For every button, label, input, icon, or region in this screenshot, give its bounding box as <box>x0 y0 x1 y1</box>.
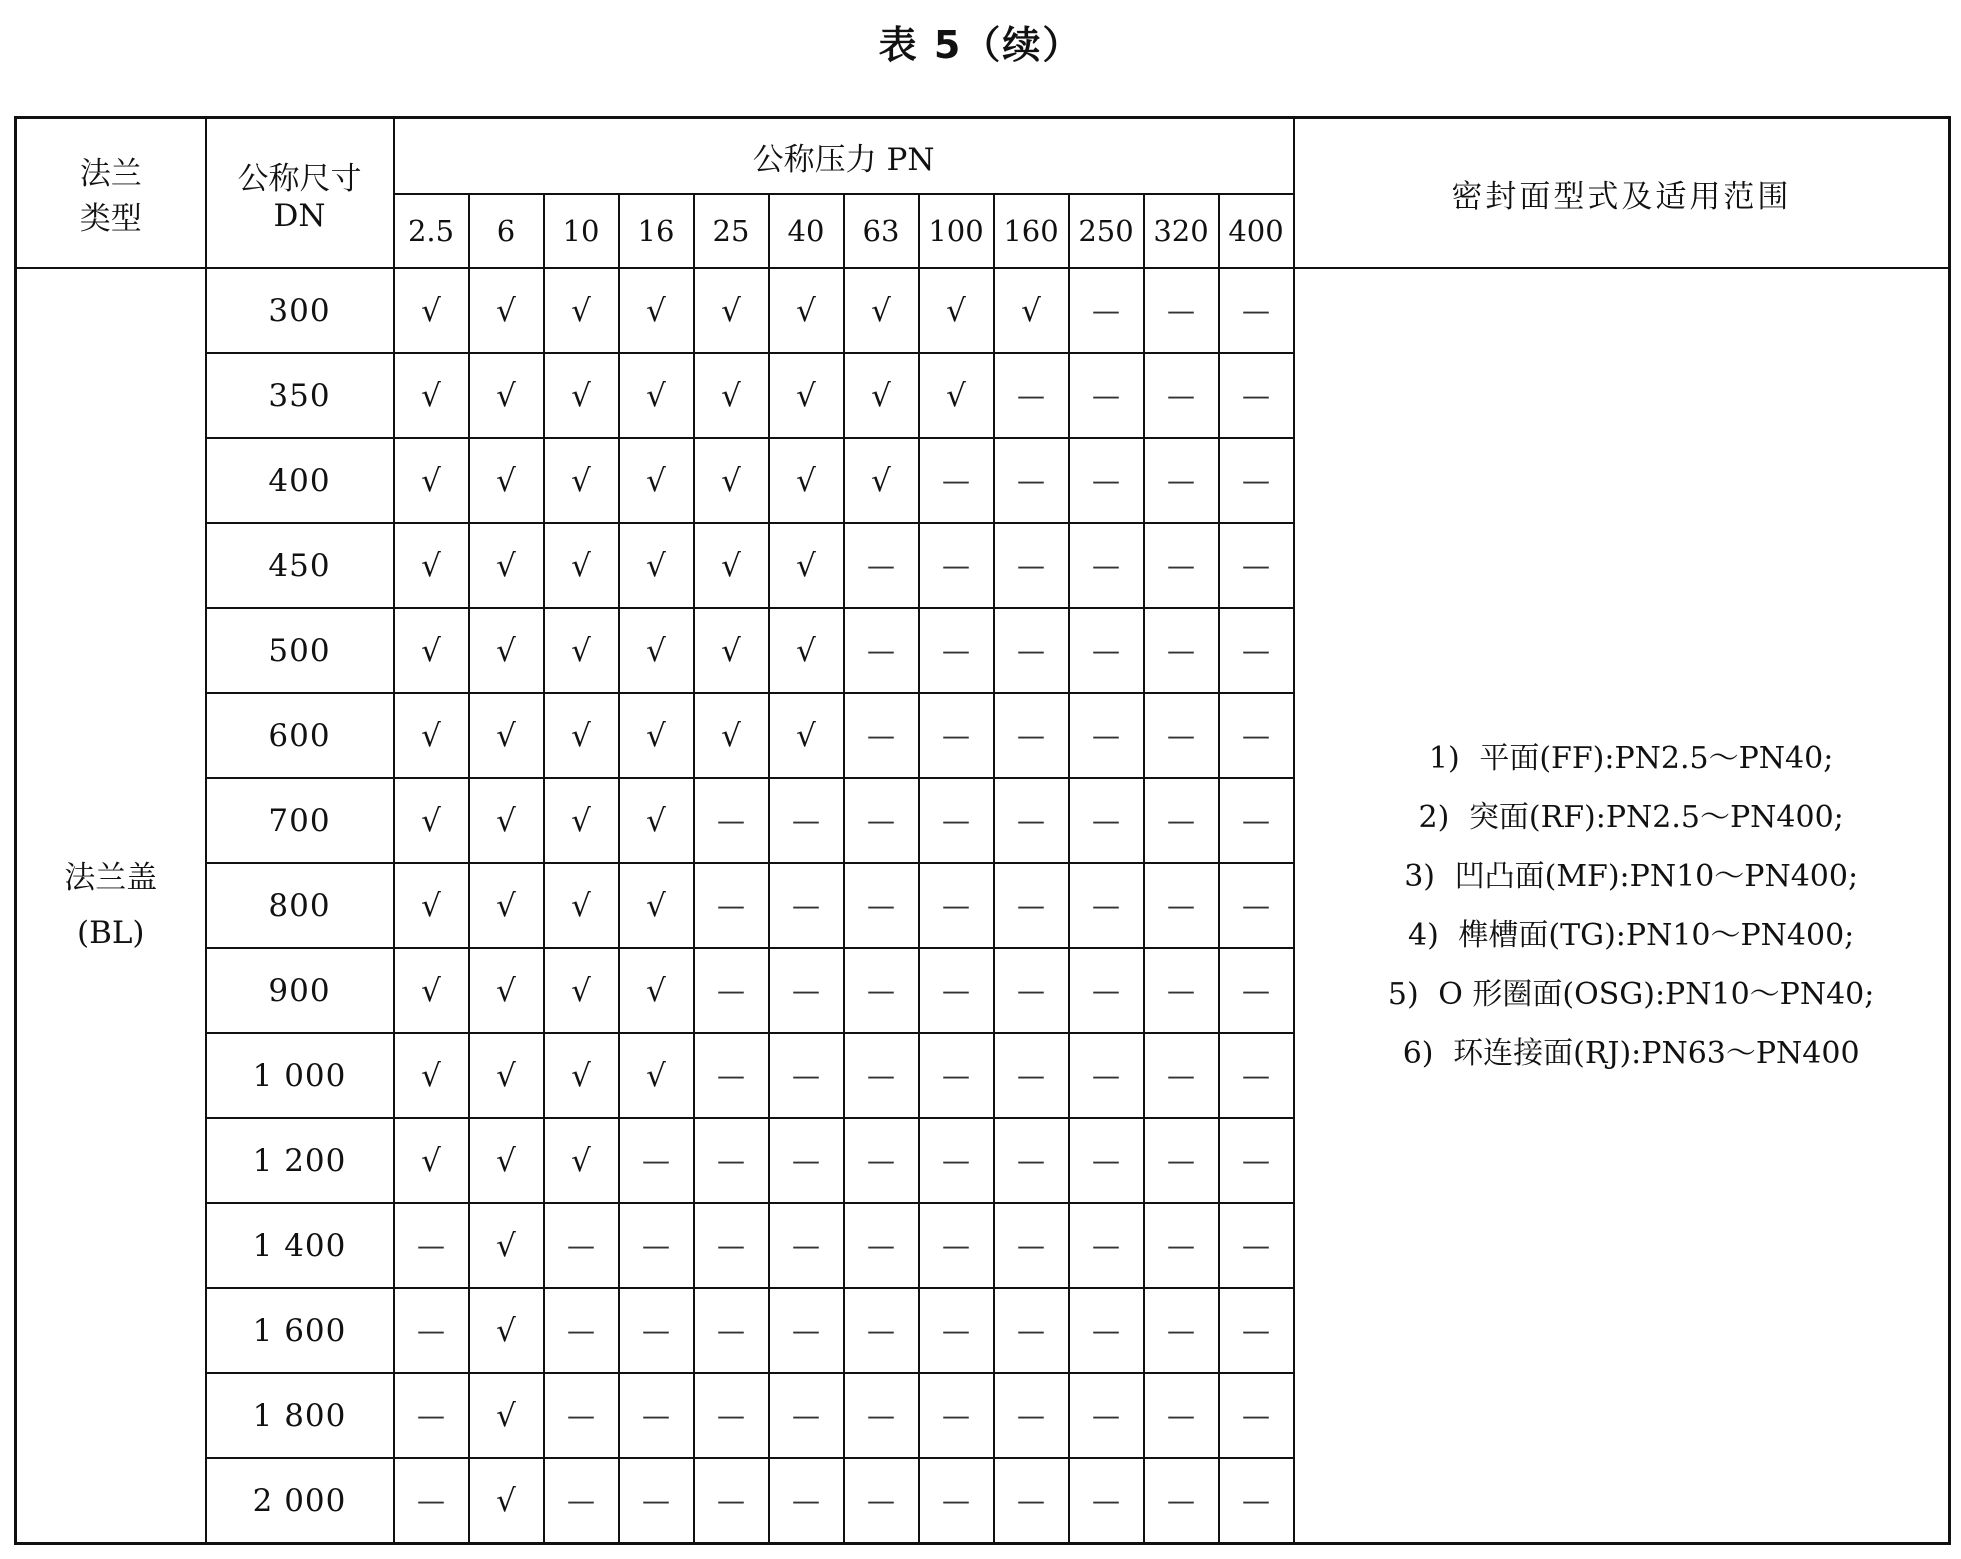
dn-cell: 400 <box>206 438 394 523</box>
not-applicable-mark: — <box>1219 268 1294 353</box>
not-applicable-mark: — <box>1144 608 1219 693</box>
not-applicable-mark: — <box>994 1373 1069 1458</box>
applicable-mark: √ <box>769 353 844 438</box>
not-applicable-mark: — <box>1219 353 1294 438</box>
applicable-mark: √ <box>694 693 769 778</box>
applicable-mark: √ <box>694 523 769 608</box>
not-applicable-mark: — <box>544 1373 619 1458</box>
not-applicable-mark: — <box>1144 863 1219 948</box>
applicable-mark: √ <box>394 693 469 778</box>
applicable-mark: √ <box>769 693 844 778</box>
not-applicable-mark: — <box>769 1458 844 1544</box>
not-applicable-mark: — <box>919 1288 994 1373</box>
applicable-mark: √ <box>769 268 844 353</box>
not-applicable-mark: — <box>844 523 919 608</box>
sealing-face-number: 1) <box>1428 740 1460 776</box>
sealing-face-item <box>1295 729 1949 788</box>
header-flange-type <box>16 118 206 269</box>
not-applicable-mark: — <box>994 1118 1069 1203</box>
not-applicable-mark: — <box>1219 1373 1294 1458</box>
applicable-mark: √ <box>619 948 694 1033</box>
applicable-mark: √ <box>619 693 694 778</box>
pn-header-cell: 6 <box>469 194 544 268</box>
not-applicable-mark: — <box>1219 608 1294 693</box>
sealing-face-text: O 形圈面(OSG):PN10～PN40; <box>1438 976 1875 1012</box>
dn-cell: 1 600 <box>206 1288 394 1373</box>
applicable-mark: √ <box>544 1118 619 1203</box>
applicable-mark: √ <box>469 353 544 438</box>
applicable-mark: √ <box>394 523 469 608</box>
dn-cell: 500 <box>206 608 394 693</box>
applicable-mark: √ <box>469 1288 544 1373</box>
dn-cell: 1 400 <box>206 1203 394 1288</box>
not-applicable-mark: — <box>619 1458 694 1544</box>
applicable-mark: √ <box>544 778 619 863</box>
applicable-mark: √ <box>394 948 469 1033</box>
applicable-mark: √ <box>394 268 469 353</box>
applicable-mark: √ <box>544 608 619 693</box>
header-nominal-size-line1: 公称尺寸 <box>237 160 362 197</box>
not-applicable-mark: — <box>1069 863 1144 948</box>
not-applicable-mark: — <box>844 1033 919 1118</box>
dn-cell: 800 <box>206 863 394 948</box>
pn-header-cell: 400 <box>1219 194 1294 268</box>
not-applicable-mark: — <box>1144 353 1219 438</box>
applicable-mark: √ <box>844 268 919 353</box>
table-body <box>16 268 1950 1544</box>
not-applicable-mark: — <box>919 1203 994 1288</box>
applicable-mark: √ <box>469 438 544 523</box>
not-applicable-mark: — <box>769 778 844 863</box>
dn-cell: 450 <box>206 523 394 608</box>
not-applicable-mark: — <box>994 693 1069 778</box>
pn-header-cell: 320 <box>1144 194 1219 268</box>
not-applicable-mark: — <box>1144 1203 1219 1288</box>
applicable-mark: √ <box>769 608 844 693</box>
not-applicable-mark: — <box>919 1373 994 1458</box>
applicable-mark: √ <box>469 693 544 778</box>
not-applicable-mark: — <box>1219 863 1294 948</box>
not-applicable-mark: — <box>1144 438 1219 523</box>
not-applicable-mark: — <box>1069 523 1144 608</box>
applicable-mark: √ <box>544 693 619 778</box>
not-applicable-mark: — <box>844 1203 919 1288</box>
applicable-mark: √ <box>469 523 544 608</box>
not-applicable-mark: — <box>844 1373 919 1458</box>
not-applicable-mark: — <box>844 1288 919 1373</box>
not-applicable-mark: — <box>1069 1118 1144 1203</box>
pn-header-cell: 100 <box>919 194 994 268</box>
not-applicable-mark: — <box>1144 1373 1219 1458</box>
not-applicable-mark: — <box>1069 693 1144 778</box>
applicable-mark: √ <box>469 948 544 1033</box>
not-applicable-mark: — <box>544 1203 619 1288</box>
sealing-face-number: 4) <box>1407 917 1439 953</box>
not-applicable-mark: — <box>694 1203 769 1288</box>
not-applicable-mark: — <box>1069 268 1144 353</box>
sealing-face-item <box>1295 906 1949 965</box>
applicable-mark: √ <box>844 353 919 438</box>
pn-header-cell: 2.5 <box>394 194 469 268</box>
applicable-mark: √ <box>469 268 544 353</box>
dn-cell: 700 <box>206 778 394 863</box>
sealing-face-number: 6) <box>1402 1035 1434 1071</box>
applicable-mark: √ <box>394 1118 469 1203</box>
not-applicable-mark: — <box>1144 1033 1219 1118</box>
not-applicable-mark: — <box>1219 1203 1294 1288</box>
not-applicable-mark: — <box>1069 1203 1144 1288</box>
not-applicable-mark: — <box>919 1458 994 1544</box>
applicable-mark: √ <box>769 438 844 523</box>
applicable-mark: √ <box>919 268 994 353</box>
not-applicable-mark: — <box>844 693 919 778</box>
applicable-mark: √ <box>394 608 469 693</box>
applicable-mark: √ <box>619 863 694 948</box>
not-applicable-mark: — <box>1144 523 1219 608</box>
sealing-face-item <box>1295 1024 1949 1083</box>
applicable-mark: √ <box>619 353 694 438</box>
not-applicable-mark: — <box>919 1033 994 1118</box>
not-applicable-mark: — <box>1144 693 1219 778</box>
not-applicable-mark: — <box>1219 438 1294 523</box>
not-applicable-mark: — <box>1069 608 1144 693</box>
not-applicable-mark: — <box>769 948 844 1033</box>
dn-cell: 350 <box>206 353 394 438</box>
not-applicable-mark: — <box>1069 438 1144 523</box>
flange-type-name: 法兰盖 <box>64 860 158 897</box>
sealing-face-number: 3) <box>1404 858 1435 894</box>
not-applicable-mark: — <box>619 1373 694 1458</box>
not-applicable-mark: — <box>1069 1033 1144 1118</box>
not-applicable-mark: — <box>1219 948 1294 1033</box>
applicable-mark: √ <box>469 778 544 863</box>
sealing-face-number: 2) <box>1418 799 1450 835</box>
sealing-face-text: 凹凸面(MF):PN10～PN400; <box>1454 858 1859 894</box>
applicable-mark: √ <box>694 268 769 353</box>
not-applicable-mark: — <box>994 438 1069 523</box>
applicable-mark: √ <box>469 608 544 693</box>
not-applicable-mark: — <box>1069 1288 1144 1373</box>
not-applicable-mark: — <box>1144 1288 1219 1373</box>
applicable-mark: √ <box>694 353 769 438</box>
not-applicable-mark: — <box>994 1203 1069 1288</box>
not-applicable-mark: — <box>394 1458 469 1544</box>
not-applicable-mark: — <box>1144 1118 1219 1203</box>
header-flange-type-line2: 类型 <box>79 201 142 237</box>
applicable-mark: √ <box>544 523 619 608</box>
not-applicable-mark: — <box>919 523 994 608</box>
sealing-face-item <box>1295 965 1949 1024</box>
applicable-mark: √ <box>544 948 619 1033</box>
not-applicable-mark: — <box>619 1288 694 1373</box>
not-applicable-mark: — <box>394 1373 469 1458</box>
not-applicable-mark: — <box>544 1458 619 1544</box>
applicable-mark: √ <box>619 438 694 523</box>
not-applicable-mark: — <box>994 1458 1069 1544</box>
applicable-mark: √ <box>769 523 844 608</box>
not-applicable-mark: — <box>769 1033 844 1118</box>
applicable-mark: √ <box>544 438 619 523</box>
applicable-mark: √ <box>469 1033 544 1118</box>
flange-type-code: (BL) <box>76 914 145 951</box>
not-applicable-mark: — <box>1219 1033 1294 1118</box>
applicable-mark: √ <box>469 1458 544 1544</box>
not-applicable-mark: — <box>1219 523 1294 608</box>
not-applicable-mark: — <box>694 1288 769 1373</box>
header-sealing-face: 密封面型式及适用范围 <box>1294 118 1950 269</box>
applicable-mark: √ <box>469 1373 544 1458</box>
dn-cell: 2 000 <box>206 1458 394 1544</box>
not-applicable-mark: — <box>1144 778 1219 863</box>
applicable-mark: √ <box>544 863 619 948</box>
applicable-mark: √ <box>394 1033 469 1118</box>
not-applicable-mark: — <box>769 1203 844 1288</box>
applicable-mark: √ <box>469 1118 544 1203</box>
pn-header-cell: 16 <box>619 194 694 268</box>
not-applicable-mark: — <box>769 1288 844 1373</box>
not-applicable-mark: — <box>1144 1458 1219 1544</box>
applicable-mark: √ <box>619 523 694 608</box>
table-row <box>16 268 1950 353</box>
applicable-mark: √ <box>544 353 619 438</box>
not-applicable-mark: — <box>1144 268 1219 353</box>
pn-header-cell: 40 <box>769 194 844 268</box>
pn-header-cell: 160 <box>994 194 1069 268</box>
pn-header-cell: 10 <box>544 194 619 268</box>
header-flange-type-line1: 法兰 <box>79 156 142 192</box>
not-applicable-mark: — <box>694 948 769 1033</box>
applicable-mark: √ <box>394 778 469 863</box>
applicable-mark: √ <box>694 608 769 693</box>
not-applicable-mark: — <box>994 863 1069 948</box>
sealing-face-text: 环连接面(RJ):PN63～PN400 <box>1453 1035 1860 1071</box>
not-applicable-mark: — <box>844 948 919 1033</box>
not-applicable-mark: — <box>1219 1118 1294 1203</box>
dn-cell: 1 000 <box>206 1033 394 1118</box>
applicable-mark: √ <box>994 268 1069 353</box>
applicable-mark: √ <box>619 778 694 863</box>
not-applicable-mark: — <box>694 1118 769 1203</box>
table-title: 表 5（续） <box>878 23 1083 67</box>
not-applicable-mark: — <box>994 608 1069 693</box>
dn-cell: 600 <box>206 693 394 778</box>
not-applicable-mark: — <box>1069 353 1144 438</box>
applicable-mark: √ <box>394 863 469 948</box>
not-applicable-mark: — <box>994 353 1069 438</box>
dn-cell: 1 800 <box>206 1373 394 1458</box>
dn-cell: 1 200 <box>206 1118 394 1203</box>
dn-cell: 900 <box>206 948 394 1033</box>
not-applicable-mark: — <box>769 863 844 948</box>
applicable-mark: √ <box>544 1033 619 1118</box>
not-applicable-mark: — <box>844 1118 919 1203</box>
not-applicable-mark: — <box>994 778 1069 863</box>
not-applicable-mark: — <box>694 778 769 863</box>
pn-header-cell: 63 <box>844 194 919 268</box>
header-nominal-size <box>206 118 394 269</box>
not-applicable-mark: — <box>1069 1373 1144 1458</box>
not-applicable-mark: — <box>844 1458 919 1544</box>
not-applicable-mark: — <box>1069 1458 1144 1544</box>
flange-spec-table <box>14 116 1951 1545</box>
not-applicable-mark: — <box>619 1118 694 1203</box>
not-applicable-mark: — <box>919 863 994 948</box>
applicable-mark: √ <box>469 863 544 948</box>
not-applicable-mark: — <box>619 1203 694 1288</box>
sealing-face-list <box>1295 729 1949 1083</box>
not-applicable-mark: — <box>769 1118 844 1203</box>
not-applicable-mark: — <box>394 1203 469 1288</box>
not-applicable-mark: — <box>919 608 994 693</box>
dn-cell: 300 <box>206 268 394 353</box>
not-applicable-mark: — <box>1219 1458 1294 1544</box>
sealing-face-number: 5) <box>1387 976 1419 1012</box>
flange-type-cell <box>16 268 206 1544</box>
header-nominal-pressure: 公称压力 PN <box>394 118 1294 195</box>
applicable-mark: √ <box>919 353 994 438</box>
pn-header-cell: 25 <box>694 194 769 268</box>
not-applicable-mark: — <box>394 1288 469 1373</box>
applicable-mark: √ <box>619 1033 694 1118</box>
not-applicable-mark: — <box>544 1288 619 1373</box>
not-applicable-mark: — <box>694 863 769 948</box>
sealing-face-item <box>1295 847 1949 906</box>
not-applicable-mark: — <box>919 948 994 1033</box>
not-applicable-mark: — <box>694 1373 769 1458</box>
pn-header-cell: 250 <box>1069 194 1144 268</box>
not-applicable-mark: — <box>1144 948 1219 1033</box>
not-applicable-mark: — <box>1219 693 1294 778</box>
not-applicable-mark: — <box>844 863 919 948</box>
not-applicable-mark: — <box>694 1033 769 1118</box>
not-applicable-mark: — <box>769 1373 844 1458</box>
not-applicable-mark: — <box>1069 778 1144 863</box>
sealing-face-text: 突面(RF):PN2.5～PN400; <box>1468 799 1844 835</box>
not-applicable-mark: — <box>1219 778 1294 863</box>
not-applicable-mark: — <box>994 1288 1069 1373</box>
not-applicable-mark: — <box>919 778 994 863</box>
not-applicable-mark: — <box>994 523 1069 608</box>
applicable-mark: √ <box>619 608 694 693</box>
applicable-mark: √ <box>469 1203 544 1288</box>
not-applicable-mark: — <box>919 693 994 778</box>
not-applicable-mark: — <box>844 608 919 693</box>
not-applicable-mark: — <box>694 1458 769 1544</box>
not-applicable-mark: — <box>1219 1288 1294 1373</box>
sealing-face-text: 平面(FF):PN2.5～PN40; <box>1479 740 1834 776</box>
applicable-mark: √ <box>694 438 769 523</box>
not-applicable-mark: — <box>919 1118 994 1203</box>
applicable-mark: √ <box>844 438 919 523</box>
not-applicable-mark: — <box>994 948 1069 1033</box>
applicable-mark: √ <box>544 268 619 353</box>
not-applicable-mark: — <box>844 778 919 863</box>
not-applicable-mark: — <box>1069 948 1144 1033</box>
not-applicable-mark: — <box>994 1033 1069 1118</box>
applicable-mark: √ <box>619 268 694 353</box>
header-nominal-size-line2: DN <box>273 197 326 234</box>
sealing-face-item <box>1295 788 1949 847</box>
applicable-mark: √ <box>394 353 469 438</box>
not-applicable-mark: — <box>919 438 994 523</box>
sealing-face-cell <box>1294 268 1950 1544</box>
sealing-face-text: 榫槽面(TG):PN10～PN400; <box>1458 917 1855 953</box>
applicable-mark: √ <box>394 438 469 523</box>
